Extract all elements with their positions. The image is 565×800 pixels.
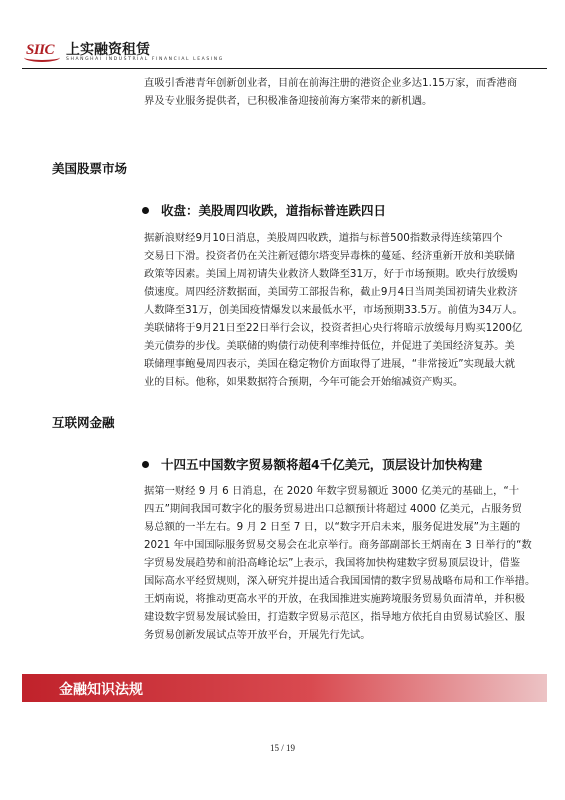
- page-header: [22, 37, 547, 67]
- bullet-dot: [142, 207, 149, 214]
- headline-text: 收盘：美股周四收跌，道指标普连跌四日: [161, 203, 387, 218]
- intro-line: 界及专业服务提供者，已积极准备迎接前海方案带来的新机遇。: [144, 95, 433, 107]
- banner-title: 金融知识法规: [59, 682, 143, 698]
- paragraph-line: 国际高水平经贸规则，深入研究并提出适合我国国情的数字贸易战略布局和工作举措。: [144, 575, 536, 587]
- digital-trade-paragraph: [144, 482, 536, 644]
- paragraph-line: 债速度。周四经济数据面，美国劳工部报告称，截止9月4日当周美国初请失业救济: [144, 286, 518, 298]
- headline-us-stocks: [142, 201, 386, 219]
- paragraph-line: 交易日下滑。投资者仍在关注新冠德尔塔变异毒株的蔓延、经济重新开放和美联储: [144, 250, 515, 262]
- paragraph-line: 字贸易发展趋势和前沿高峰论坛”上表示，我国将加快构建数字贸易顶层设计，借鉴: [144, 557, 521, 569]
- us-stocks-paragraph: [144, 229, 523, 391]
- headline-text: 十四五中国数字贸易额将超4千亿美元，顶层设计加快构建: [161, 457, 483, 472]
- paragraph-line: 美联储将于9月21日至22日举行会议，投资者担心央行将暗示放缓每月购买1200亿: [144, 322, 523, 334]
- intro-line: 直吸引香港青年创新创业者，目前在前海注册的港资企业多达1.15万家，而香港商: [144, 77, 518, 89]
- paragraph-line: 易总额的一半左右。9 月 2 日至 7 日，以“数字开启未来，服务促进发展”为主题的: [144, 521, 521, 533]
- paragraph-line: 据新浪财经9月10日消息，美股周四收跌，道指与标普500指数录得连续第四个: [144, 232, 503, 244]
- intro-paragraph: [144, 74, 518, 110]
- company-name-cn: 上实融资租赁: [66, 42, 150, 58]
- header-divider: [22, 68, 547, 69]
- paragraph-line: 人数降至31万，创美国疫情爆发以来最低水平，市场预期33.5万。前值为34万人。: [144, 304, 523, 316]
- section-title-internet-finance: 互联网金融: [52, 415, 115, 430]
- logo-mark-text: SIIC: [26, 42, 55, 58]
- logo-swoosh: [24, 53, 60, 62]
- paragraph-line: 业的目标。他称，如果数据符合预期，今年可能会开始缩减资产购买。: [144, 376, 464, 388]
- page-number: 15 / 19: [269, 743, 295, 753]
- paragraph-line: 美元债券的步伐。美联储的购债行动使利率维持低位，并促进了美国经济复苏。美: [144, 340, 515, 352]
- company-name-en: SHANGHAI INDUSTRIAL FINANCIAL LEASING: [66, 57, 224, 62]
- company-logo: [26, 42, 60, 60]
- headline-digital-trade: [142, 455, 482, 473]
- paragraph-line: 2021 年中国国际服务贸易交易会在北京举行。商务部副部长王炳南在 3 日举行的“数: [144, 539, 532, 551]
- paragraph-line: 务贸易创新发展试点等开放平台，开展先行先试。: [144, 629, 371, 641]
- paragraph-line: 据第一财经 9 月 6 日消息，在 2020 年数字贸易额近 3000 亿美元的基础上，“十: [144, 485, 520, 497]
- bullet-dot: [142, 461, 149, 468]
- section-banner-financial-regulations: [22, 674, 547, 702]
- section-title-us-stocks: 美国股票市场: [52, 161, 128, 176]
- paragraph-line: 政策等因素。美国上周初请失业救济人数降至31万，好于市场预期。欧央行放缓购: [144, 268, 518, 280]
- paragraph-line: 建设数字贸易发展试验田，打造数字贸易示范区，指导地方依托自由贸易试验区、服: [144, 611, 525, 623]
- paragraph-line: 联储理事鲍曼周四表示，美国在稳定物价方面取得了进展，“非常接近”实现最大就: [144, 358, 516, 370]
- paragraph-line: 王炳南说，将推动更高水平的开放，在我国推进实施跨境服务贸易负面清单，并积极: [144, 593, 525, 605]
- paragraph-line: 四五”期间我国可数字化的服务贸易进出口总额预计将超过 4000 亿美元，占服务贸: [144, 503, 522, 515]
